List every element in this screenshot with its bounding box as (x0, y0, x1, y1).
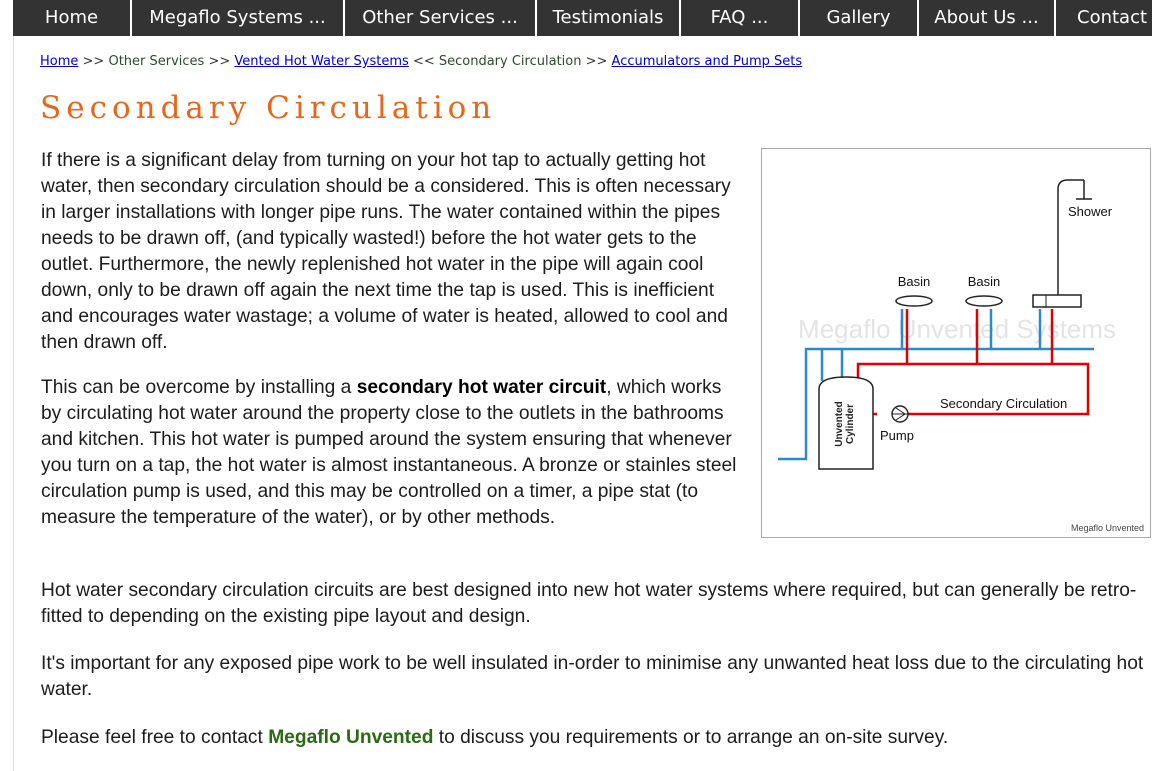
secondary-circulation-label: Secondary Circulation (940, 396, 1068, 411)
breadcrumb-vented-hot-water[interactable]: Vented Hot Water Systems (234, 54, 409, 69)
cylinder-label-line1: Unvented (834, 401, 845, 447)
breadcrumb-separator: >> (82, 54, 105, 69)
pump-icon (892, 406, 908, 422)
breadcrumb-separator: >> (208, 54, 231, 69)
diagram-svg (762, 149, 1150, 537)
nav-megaflo-systems[interactable]: Megaflo Systems ... (132, 0, 345, 36)
pump-label: Pump (880, 428, 914, 443)
breadcrumb-separator: << (412, 54, 435, 69)
page-title: Secondary Circulation (40, 90, 497, 126)
megaflo-unvented-link[interactable]: Megaflo Unvented (268, 727, 434, 748)
shower-label: Shower (1067, 204, 1113, 219)
retrofit-paragraph: Hot water secondary circulation circuits are best designed into new hot water systems where required, but can generally be retro-fitted to depending on the existing pipe layout and design. (41, 580, 1137, 627)
main-nav (13, 0, 1152, 36)
breadcrumb-separator: >> (585, 54, 608, 69)
nav-home[interactable]: Home (13, 0, 132, 36)
basin-icon (896, 296, 932, 306)
intro-paragraph: If there is a significant delay from turning on your hot tap to actually getting hot water, then secondary circulation should be a considered. This is often necessary in larger installations with longer pipe runs. The water contained within the pipes needs to be drawn off, (and typically wasted!) before the hot water gets to the outlet. Furthermore, the newly replenished hot water in the pipe will again cool down, only to be drawn off again the next time the tap is used. This is inefficient and encourages water wastage; a volume of water is heated, allowed to cool and then drawn off. (41, 150, 731, 353)
secondary-circuit-paragraph (41, 375, 741, 531)
shower-icon (1033, 180, 1092, 307)
breadcrumb-accumulators[interactable]: Accumulators and Pump Sets (611, 54, 803, 69)
page-left-border (13, 36, 14, 771)
paragraph-text: to discuss you requirements or to arrange an on-site survey. (433, 727, 949, 748)
nav-contact[interactable]: Contact (1077, 7, 1148, 28)
insulation-paragraph: It's important for any exposed pipe work to be well insulated in-order to minimise any unwanted heat loss due to the circulating hot water. (41, 653, 1144, 700)
breadcrumb-current: Secondary Circulation (438, 54, 582, 69)
paragraph-text: This can be overcome by installing a (41, 377, 357, 398)
contact-paragraph (41, 725, 1146, 751)
basin2-label: Basin (967, 274, 1001, 289)
nav-testimonials[interactable]: Testimonials (537, 0, 681, 36)
breadcrumb-home[interactable]: Home (40, 54, 79, 69)
breadcrumb (40, 54, 802, 69)
cylinder-label-line2: Cylinder (845, 403, 856, 445)
basin-icon (966, 296, 1002, 306)
diagram-watermark: Megaflo Unvented Systems (798, 314, 1116, 344)
nav-about-us[interactable]: About Us ... (919, 0, 1056, 36)
secondary-circuit-emphasis: secondary hot water circuit (356, 377, 607, 398)
paragraph-text: , which works by circulating hot water around the property close to the outlets in the bathrooms and kitchen. This hot water is pumped around the system ensuring that whenever you turn on a tap, the hot water is almost instantaneous. A bronze or stainles steel circulation pump is used, and this may be controlled on a timer, a pipe stat (to measure the temperature of the water), or by other methods. (41, 377, 737, 528)
secondary-circulation-diagram (761, 148, 1151, 538)
breadcrumb-other-services: Other Services (108, 54, 205, 69)
nav-faq[interactable]: FAQ ... (681, 0, 800, 36)
basin1-label: Basin (897, 274, 931, 289)
diagram-credit: Megaflo Unvented (1070, 523, 1144, 533)
nav-gallery[interactable]: Gallery (800, 0, 919, 36)
nav-other-services[interactable]: Other Services ... (345, 0, 537, 36)
paragraph-text: Please feel free to contact (41, 727, 269, 748)
